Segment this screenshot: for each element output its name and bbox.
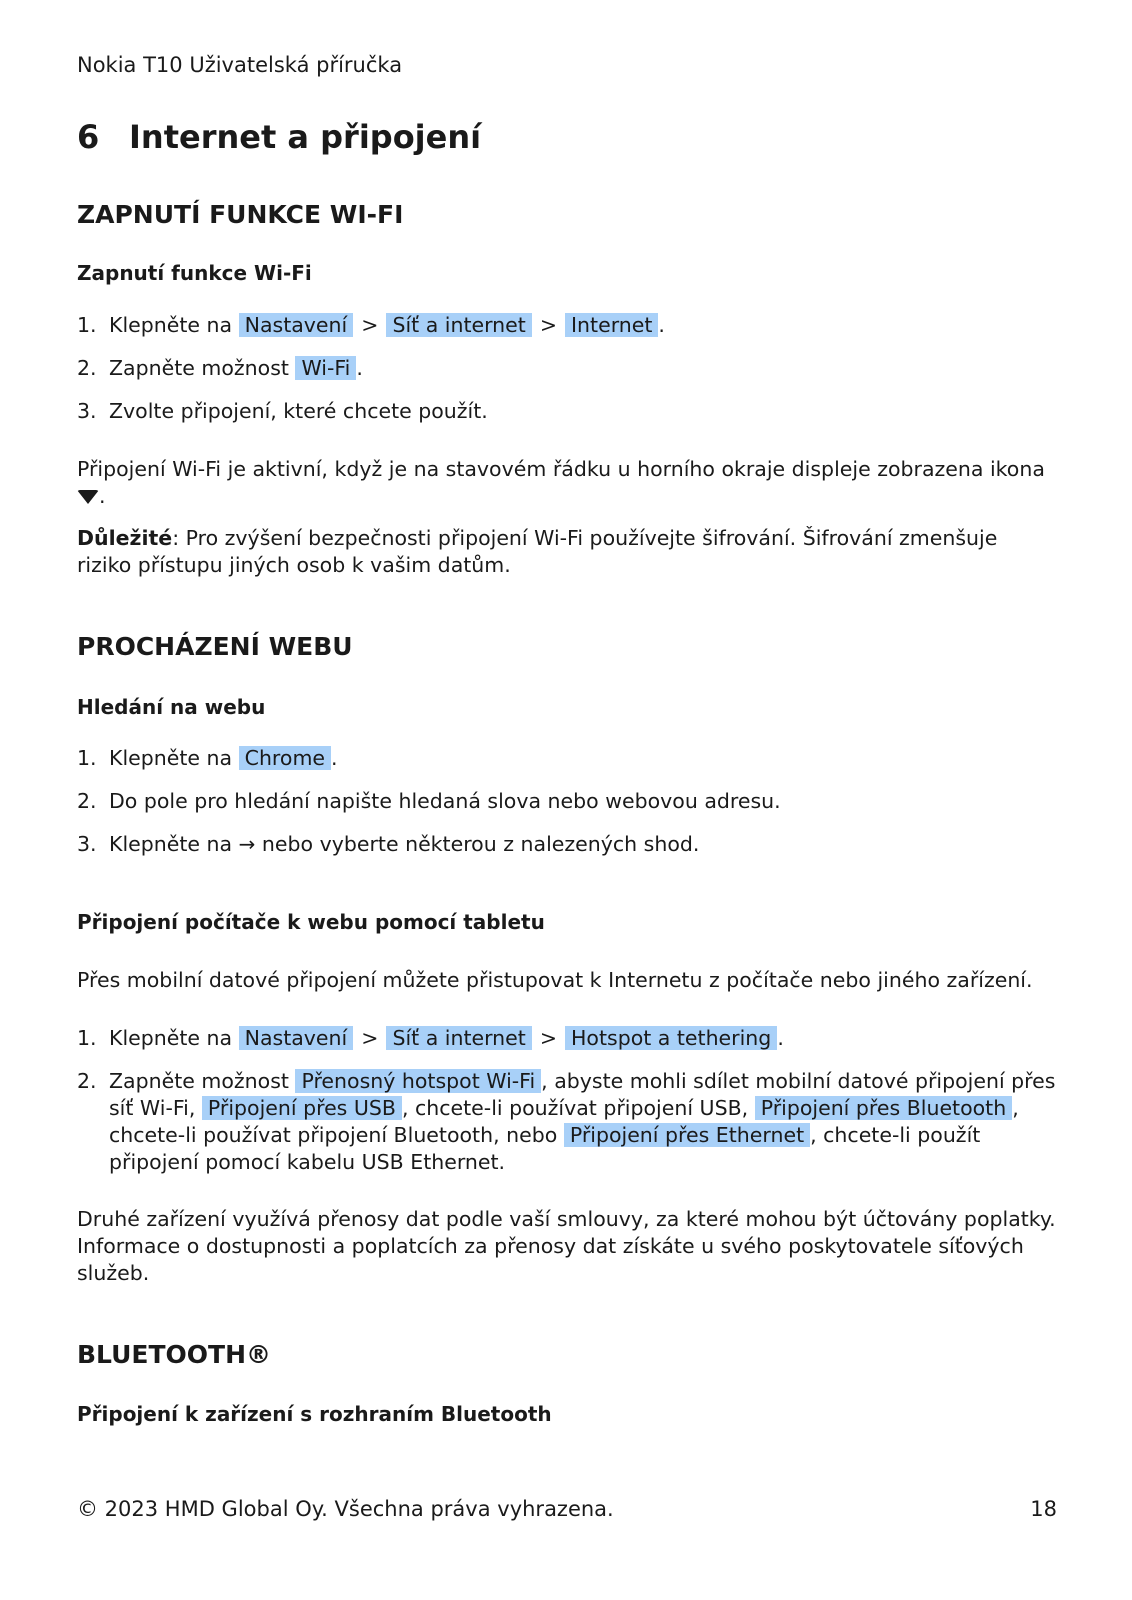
ui-term-usb-tethering: Připojení přes USB: [202, 1096, 402, 1120]
wifi-icon: [77, 490, 99, 504]
arrow-right-icon: →: [238, 832, 256, 856]
chapter-number: 6: [77, 118, 100, 156]
ui-term-settings: Nastavení: [239, 1026, 354, 1050]
copyright: © 2023 HMD Global Oy. Všechna práva vyhrazena.: [77, 1497, 614, 1521]
ui-term-ethernet-tethering: Připojení přes Ethernet: [564, 1123, 810, 1147]
list-item: 1. Klepněte na Chrome .: [77, 746, 338, 770]
important-label: Důležité: [77, 526, 173, 550]
section-heading-wifi: ZAPNUTÍ FUNKCE WI-FI: [77, 200, 404, 229]
tethering-intro: Přes mobilní datové připojení můžete přistupovat k Internetu z počítače nebo jiného zařízení.: [77, 968, 1033, 992]
page-footer: [77, 1497, 1057, 1521]
wifi-steps: [77, 312, 1057, 441]
ui-term-bluetooth-tethering: Připojení přes Bluetooth: [755, 1096, 1013, 1120]
section-heading-web: PROCHÁZENÍ WEBU: [77, 632, 353, 661]
section-heading-bluetooth: BLUETOOTH®: [77, 1340, 272, 1369]
ui-term-chrome: Chrome: [239, 746, 331, 770]
list-item: 2. Do pole pro hledání napište hledaná slova nebo webovou adresu.: [77, 789, 781, 813]
subheading-tethering: Připojení počítače k webu pomocí tabletu: [77, 910, 545, 934]
list-item: 3. Klepněte na → nebo vyberte některou z nalezených shod.: [77, 832, 700, 856]
list-item: 3. Zvolte připojení, které chcete použít.: [77, 399, 488, 423]
list-item: 1. Klepněte na Nastavení > Síť a internet > Internet .: [77, 313, 665, 337]
ui-term-settings: Nastavení: [239, 313, 354, 337]
chapter-title-text: Internet a připojení: [129, 118, 482, 156]
ui-term-hotspot-tethering: Hotspot a tethering: [565, 1026, 777, 1050]
important-note: Důležité: Pro zvýšení bezpečnosti připojení Wi-Fi používejte šifrování. Šifrování zmenšuje riziko přístupu jiných osob k vašim datům.: [77, 526, 998, 577]
list-item: 2. Zapněte možnost Wi-Fi .: [77, 356, 363, 380]
list-item: 1. Klepněte na Nastavení > Síť a internet > Hotspot a tethering .: [77, 1026, 784, 1050]
ui-term-wifi: Wi-Fi: [295, 356, 356, 380]
ui-term-network-internet: Síť a internet: [386, 1026, 531, 1050]
subheading-web-search: Hledání na webu: [77, 695, 266, 719]
wifi-status-paragraph: Připojení Wi-Fi je aktivní, když je na stavovém řádku u horního okraje displeje zobrazena ikona .: [77, 457, 1045, 508]
web-search-steps: [77, 745, 1057, 874]
tethering-steps: [77, 1025, 1057, 1192]
document-header: Nokia T10 Uživatelská příručka: [77, 53, 403, 77]
ui-term-network-internet: Síť a internet: [386, 313, 531, 337]
subheading-wifi-on: Zapnutí funkce Wi-Fi: [77, 261, 312, 285]
charges-paragraph: Druhé zařízení využívá přenosy dat podle vaší smlouvy, za které mohou být účtovány poplatky. Informace o dostupnosti a poplatcích za přenosy dat získáte u svého poskytovatele síťových služeb.: [77, 1207, 1056, 1285]
ui-term-internet: Internet: [565, 313, 658, 337]
subheading-bluetooth-connect: Připojení k zařízení s rozhraním Bluetooth: [77, 1402, 552, 1426]
chapter-title: [77, 118, 481, 156]
list-item: 2. Zapněte možnost Přenosný hotspot Wi-Fi , abyste mohli sdílet mobilní datové připojení přes síť Wi-Fi, Připojení přes USB , chcete-li používat připojení USB, Připojení přes Bluetooth , chcete-li používat připojení Bluetooth, nebo Připojení přes Ethernet , chcete-li použít připojení pomocí kabelu USB Ethernet.: [77, 1069, 1056, 1174]
page-number: 18: [1030, 1497, 1057, 1521]
ui-term-wifi-hotspot: Přenosný hotspot Wi-Fi: [295, 1069, 541, 1093]
